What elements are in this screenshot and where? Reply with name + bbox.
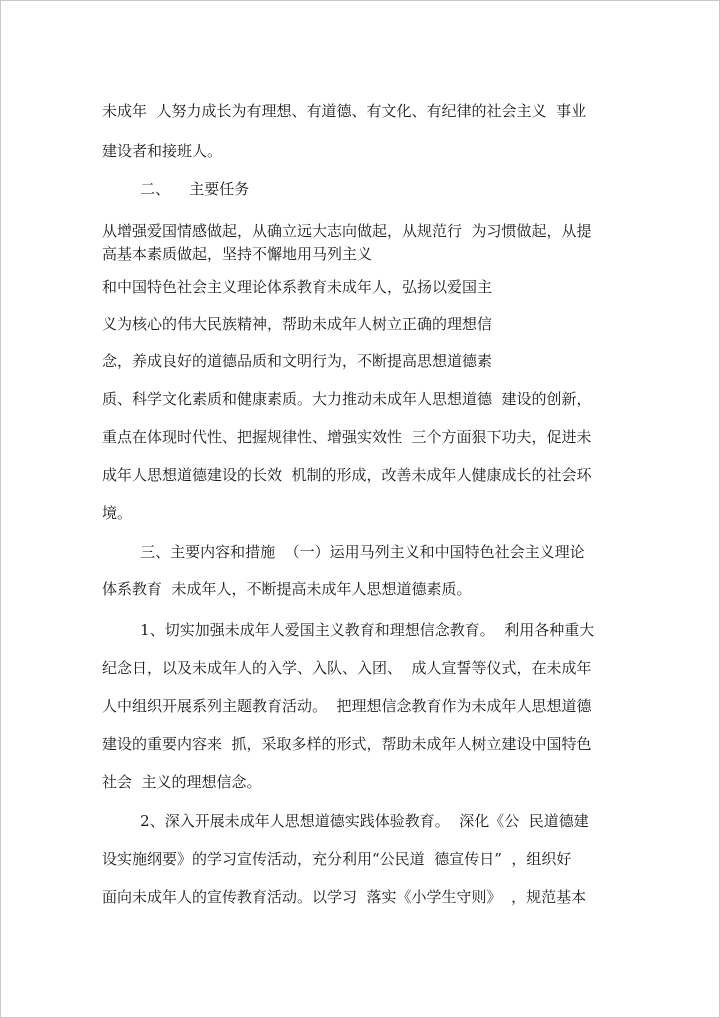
body-text-line: 建设的重要内容来 抓，采取多样的形式，帮助未成年人树立建设中国特色 <box>102 735 592 753</box>
body-text-line: 社会 主义的理想信念。 <box>102 773 262 791</box>
body-text-line: 面向未成年人的宣传教育活动。以学习 落实《小学生守则》 ，规范基本 <box>102 888 587 906</box>
body-text-line: 人中组织开展系列主题教育活动。 把理想信念教育作为未成年人思想道德 <box>102 697 592 715</box>
item-heading-line: 1、切实加强未成年人爱国主义教育和理想信念教育。 利用各种重大 <box>102 621 595 639</box>
body-text-line: 未成年 人努力成长为有理想、有道德、有文化、有纪律的社会主义 事业 <box>102 102 587 120</box>
body-text-line: 和中国特色社会主义理论体系教育未成年人，弘扬以爱国主 <box>102 278 493 296</box>
body-text-line: 重点在体现时代性、把握规律性、增强实效性 三个方面狠下功夫，促进未 <box>102 428 592 446</box>
body-text-line: 义为核心的伟大民族精神，帮助未成年人树立正确的理想信 <box>102 315 493 333</box>
body-text-line: 成年人思想道德建设的长效 机制的形成，改善未成年人健康成长的社会环 <box>102 466 592 484</box>
body-text-line: 从增强爱国情感做起，从确立远大志向做起，从规范行 为习惯做起，从提 <box>102 222 592 240</box>
body-text-line: 念，养成良好的道德品质和文明行为，不断提高思想道德素 <box>102 352 493 370</box>
body-text-line: 体系教育 未成年人，不断提高未成年人思想道德素质。 <box>102 580 472 598</box>
section-heading: 二、 主要任务 <box>102 180 250 198</box>
item-heading-line: 2、深入开展未成年人思想道德实践体验教育。 深化《公 民道德建 <box>102 812 589 830</box>
body-text-line: 高基本素质做起，坚持不懈地用马列主义 <box>102 245 373 263</box>
body-text-line: 境。 <box>102 504 133 522</box>
body-text-line: 设实施纲要》的学习宣传活动，充分利用“公民道 德宣传日” ，组织好 <box>102 850 572 868</box>
section-heading: 三、主要内容和措施 （一）运用马列主义和中国特色社会主义理论 <box>102 543 585 561</box>
body-text-line: 纪念日，以及未成年人的入学、入队、入团、 成人宣誓等仪式，在未成年 <box>102 659 592 677</box>
body-text-line: 质、科学文化素质和健康素质。大力推动未成年人思想道德 建设的创新， <box>102 390 592 408</box>
body-text-line: 建设者和接班人。 <box>102 142 223 160</box>
